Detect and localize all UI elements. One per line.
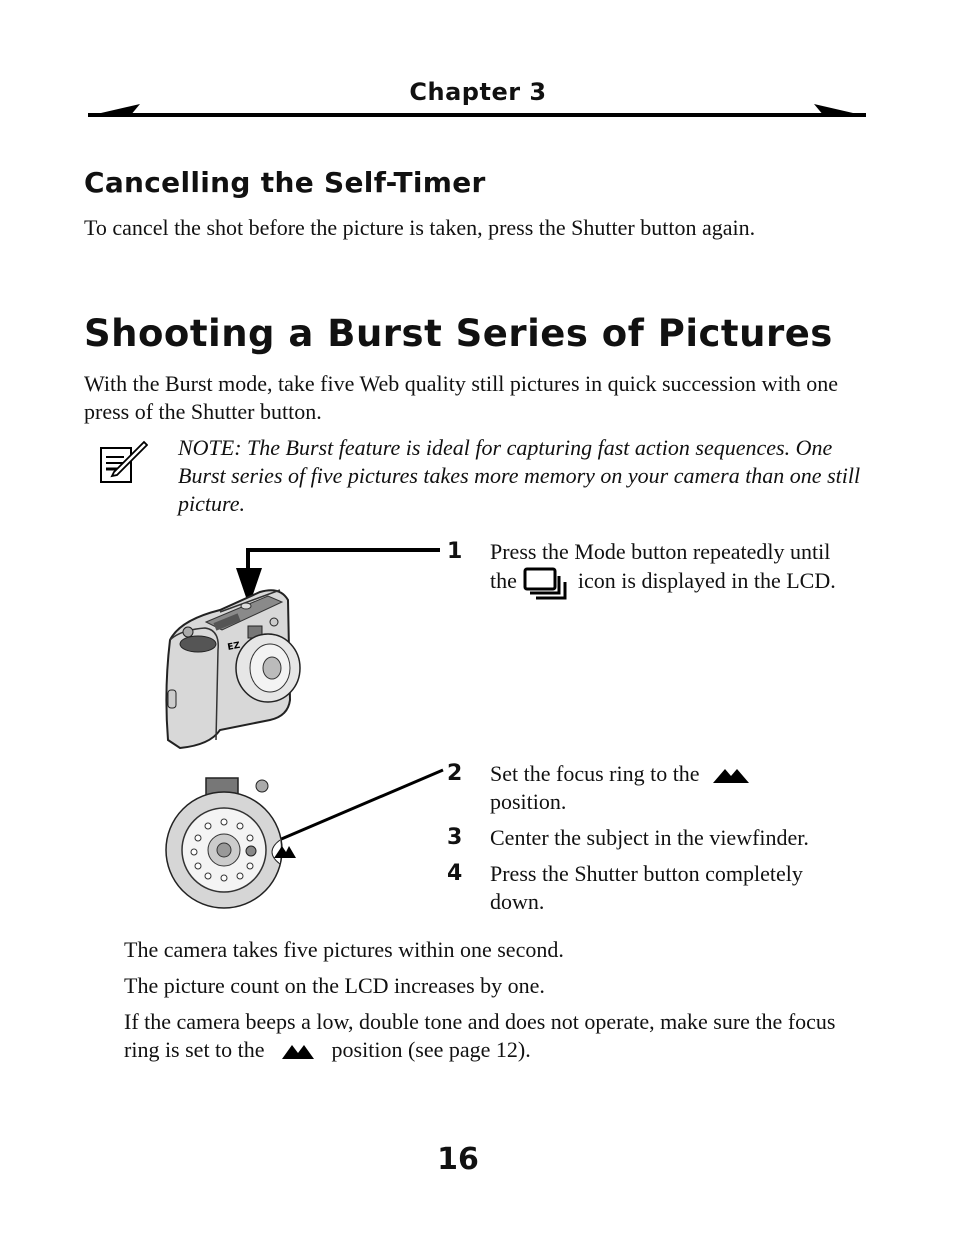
step-4-text: Press the Shutter button completely down. xyxy=(490,861,803,914)
step-1-text: Press the Mode button repeatedly until the icon is displayed in the LCD. xyxy=(490,538,860,600)
section-heading-cancel: Cancelling the Self-Timer xyxy=(84,166,486,199)
step-number: 1 xyxy=(447,539,463,564)
result-1: The camera takes five pictures within one second. xyxy=(124,937,564,962)
camera-top-view-illustration xyxy=(150,540,450,760)
landscape-focus-icon xyxy=(278,1043,318,1061)
chapter-title: Chapter 3 xyxy=(409,78,547,106)
step-2-text: Set the focus ring to the position. xyxy=(490,760,830,816)
burst-mode-icon xyxy=(522,566,572,600)
step-number: 4 xyxy=(447,861,463,886)
result-3: If the camera beeps a low, double tone and does not operate, make sure the focus ring is set to the position (see page 12). xyxy=(124,1009,836,1062)
page-number: 16 xyxy=(437,1142,479,1177)
left-arrowhead-icon xyxy=(88,102,148,118)
right-arrowhead-icon xyxy=(806,102,866,118)
header-rule xyxy=(88,113,866,117)
step-number: 3 xyxy=(447,825,463,850)
section-heading-burst: Shooting a Burst Series of Pictures xyxy=(84,312,833,355)
note-text: NOTE: The Burst feature is ideal for capturing fast action sequences. One Burst series of five pictures takes more memory on your camera than one still picture. xyxy=(178,435,861,516)
step-number: 2 xyxy=(447,761,463,786)
burst-intro: With the Burst mode, take five Web quality still pictures in quick succession with one press of the Shutter button. xyxy=(84,371,838,424)
result-2: The picture count on the LCD increases by one. xyxy=(124,973,545,998)
lens-focus-ring-illustration xyxy=(150,760,450,920)
chapter-header xyxy=(88,78,868,120)
note-pencil-icon xyxy=(100,440,148,484)
cancel-body: To cancel the shot before the picture is taken, press the Shutter button again. xyxy=(84,215,756,240)
svg-text:EZ: EZ xyxy=(226,640,242,653)
landscape-focus-icon xyxy=(711,767,751,785)
step-3-text: Center the subject in the viewfinder. xyxy=(490,825,809,850)
